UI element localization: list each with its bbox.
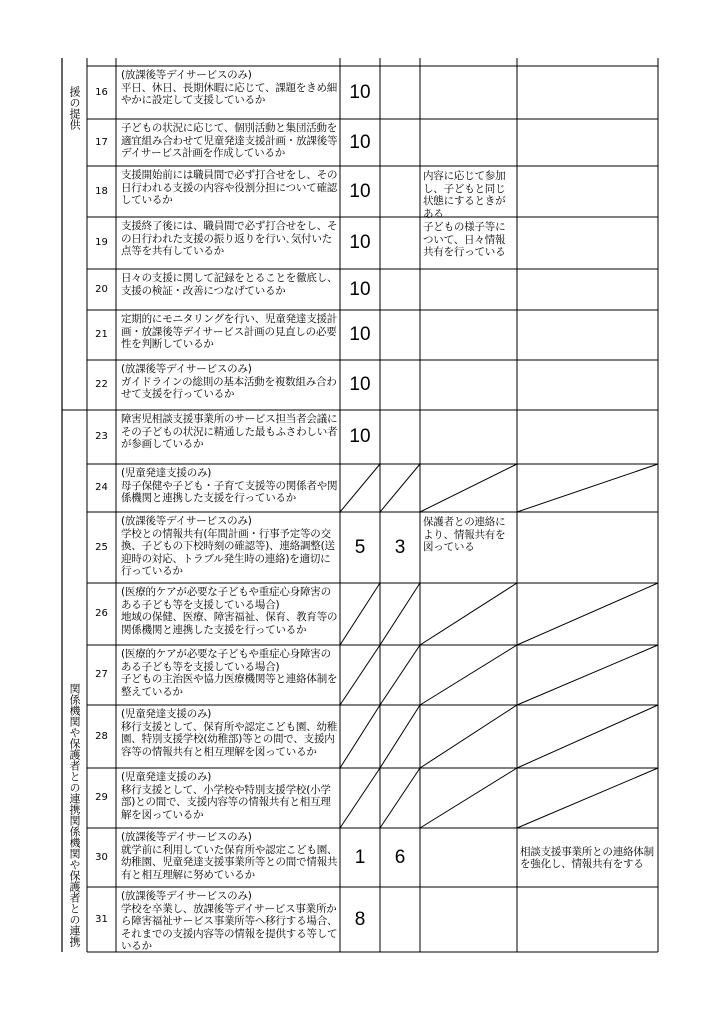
row-number: 24	[95, 482, 108, 493]
na-slash-note1	[420, 645, 517, 705]
na-slash-note2	[517, 705, 658, 768]
yes-count: 8	[354, 908, 366, 930]
row-number: 17	[95, 136, 108, 148]
category-label-support: 援の提供	[68, 85, 81, 130]
yes-count: 10	[349, 324, 371, 345]
row-question-text: 支援終了後には、職員間で必ず打合せをし、その日行われた支援の振り返りを行い､気付いた点等を共有しているか	[121, 220, 338, 257]
yes-count: 5	[354, 536, 366, 558]
category-label-coordination: 関係機関や保護者との連携関係機関や保護者との連携	[68, 683, 81, 947]
row-question-text: (放課後等デイサービスのみ) 学校を卒業し、放課後等デイサービス事業所から障害福祉サービス事業所等へ移行する場合、それまでの支援内容等の情報を提供する等しているか	[121, 890, 338, 952]
na-slash-note1	[420, 705, 517, 768]
row-number: 23	[95, 431, 108, 442]
na-slash-note1	[420, 768, 517, 828]
improvement-note: 子どもの様子等について、日々情報共有を行っている	[423, 221, 506, 258]
na-slash-note1	[420, 583, 517, 645]
na-slash-note2	[517, 645, 658, 705]
row-number: 25	[95, 541, 108, 553]
response-note: 相談支援事業所との連絡体制を強化し、情報共有をする	[520, 845, 654, 870]
improvement-note: 保護者との連絡により、情報共有を図っている	[423, 516, 506, 553]
yes-count: 10	[349, 426, 371, 447]
row-number: 28	[95, 730, 108, 742]
row-number: 30	[95, 851, 108, 863]
na-slash-note1	[420, 464, 517, 512]
yes-count: 10	[349, 180, 371, 202]
row-number: 16	[95, 86, 108, 98]
na-slash-no	[380, 768, 420, 828]
row-number: 26	[95, 608, 108, 619]
row-number: 22	[95, 379, 108, 390]
row-number: 21	[95, 329, 108, 340]
row-question-text: 日々の支援に関して記録をとることを徹底し、支援の検証・改善につなげているか	[121, 272, 338, 297]
row-number: 19	[95, 237, 108, 248]
na-slash-no	[380, 645, 420, 705]
row-question-text: (放課後等デイサービスのみ) 学校との情報共有(年間計画・行事予定等の交換、子どもの下校時刻の確認等)、連絡調整(送迎時の対応、トラブル発生時の連絡)を適切に行っているか	[121, 515, 335, 577]
na-slash-no	[380, 583, 420, 645]
no-count: 3	[394, 536, 406, 558]
no-count: 6	[394, 846, 406, 868]
row-question-text: 支援開始前には職員間で必ず打合せをし、その日行われる支援の内容や役割分担について確認しているか	[121, 169, 338, 206]
na-slash-yes	[340, 768, 380, 828]
row-number: 31	[95, 913, 108, 925]
row-question-text: (児童発達支援のみ) 母子保健や子ども・子育て支援等の関係者や関係機関と連携した支援を行っているか	[121, 467, 338, 504]
na-slash-note2	[517, 583, 658, 645]
yes-count: 1	[354, 846, 366, 868]
improvement-note: 内容に応じて参加し、子どもと同じ状態にするときがある	[423, 170, 506, 220]
yes-count: 10	[349, 374, 371, 395]
na-slash-yes	[340, 583, 380, 645]
na-slash-note2	[517, 768, 658, 828]
row-question-text: (医療的ケアが必要な子どもや重症心身障害のある子ども等を支援している場合) 子どもの主治医や協力医療機関等と連絡体制を整えているか	[121, 648, 338, 698]
row-question-text: 定期的にモニタリングを行い、児童発達支援計画・放課後等デイサービス計画の見直しの必要性を判断しているか	[121, 313, 338, 350]
yes-count: 10	[349, 278, 371, 300]
na-slash-no	[380, 705, 420, 768]
row-number: 27	[95, 669, 108, 680]
row-question-text: (児童発達支援のみ) 移行支援として、小学校や特別支援学校(小学部)との間で、支援内容等の情報共有と相互理解を図っているか	[121, 771, 331, 821]
row-number: 29	[95, 792, 108, 803]
row-question-text: (医療的ケアが必要な子どもや重症心身障害のある子ども等を支援している場合) 地域の保健、医療、障害福祉、保育、教育等の関係機関と連携した支援を行っているか	[121, 586, 338, 636]
na-slash-yes	[340, 705, 380, 768]
row-question-text: (放課後等デイサービスのみ) ガイドラインの総則の基本活動を複数組み合わせて支援を行っているか	[121, 363, 337, 400]
row-question-text: (児童発達支援のみ) 移行支援として、保育所や認定こども園、幼稚園、特別支援学校(幼稚部)等との間で、支援内容等の情報共有と相互理解を図っているか	[121, 708, 338, 758]
row-question-text: 障害児相談支援事業所のサービス担当者会議にその子どもの状況に精通した最もふさわしい者が参画しているか	[121, 413, 338, 450]
na-slash-yes	[340, 645, 380, 705]
row-number: 20	[95, 283, 108, 295]
na-slash-yes	[340, 464, 380, 512]
yes-count: 10	[349, 131, 371, 153]
row-question-text: 子どもの状況に応じて、個別活動と集団活動を適宜組み合わせて児童発達支援計画・放課後等デイサービス計画を作成しているか	[121, 122, 338, 159]
row-number: 18	[95, 185, 108, 197]
yes-count: 10	[349, 81, 371, 103]
row-question-text: (放課後等デイサービスのみ) 就学前に利用していた保育所や認定こども園、幼稚園、児童発達支援事業所等との間で情報共有と相互理解に努めているか	[121, 831, 338, 881]
na-slash-note2	[517, 464, 658, 512]
row-question-text: (放課後等デイサービスのみ) 平日、休日、長期休暇に応じて、課題をきめ細やかに設定して支援しているか	[121, 69, 338, 106]
na-slash-no	[380, 464, 420, 512]
yes-count: 10	[349, 232, 371, 253]
